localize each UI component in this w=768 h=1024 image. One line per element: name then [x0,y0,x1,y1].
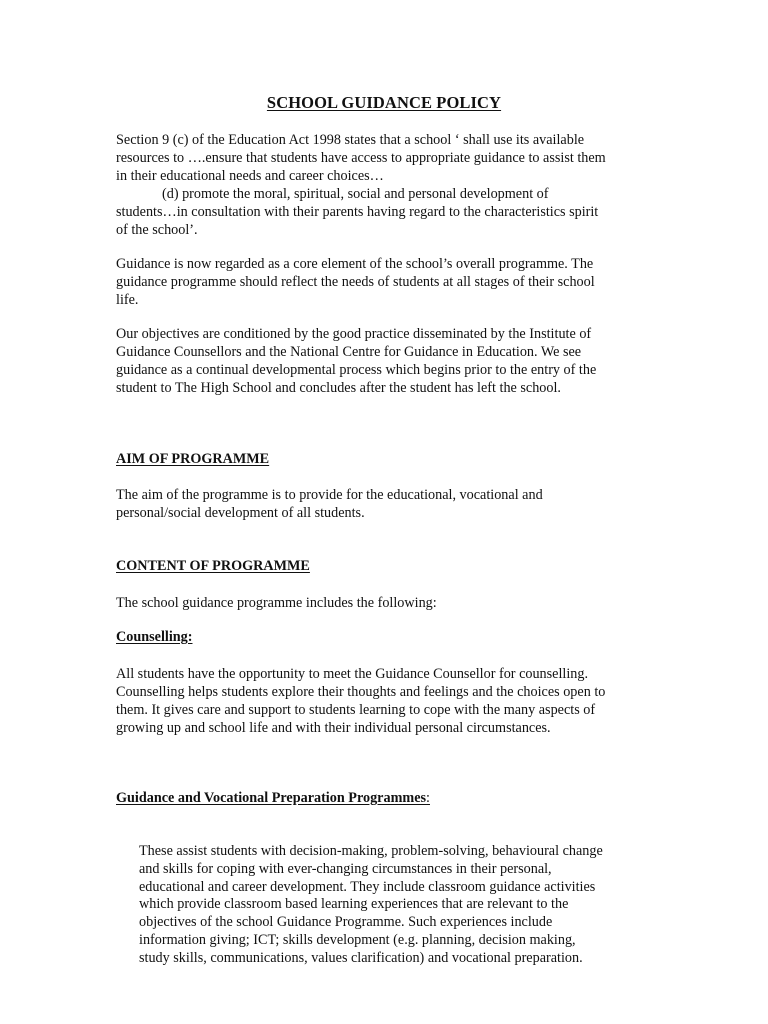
page-title: SCHOOL GUIDANCE POLICY [266,93,502,112]
text-line: objectives of the school Guidance Programme. Such experiences include [139,914,553,931]
vocational-paragraph [139,843,659,968]
counselling-paragraph [116,665,656,737]
text-line: of the school’. [116,222,198,238]
text-line: All students have the opportunity to meet the Guidance Counsellor for counselling. [116,666,589,682]
text-line: Section 9 (c) of the Education Act 1998 states that a school ‘ shall use its available [116,132,585,148]
text-line: them. It gives care and support to students learning to cope with the many aspects of [116,702,596,718]
text-line: Guidance Counsellors and the National Centre for Guidance in Education. We see [116,344,582,360]
aim-heading: AIM OF PROGRAMME [116,451,270,467]
text-line: (d) promote the moral, spiritual, social and personal development of [162,186,549,202]
text-line: guidance as a continual developmental process which begins prior to the entry of the [116,362,597,378]
text-line: Guidance is now regarded as a core element of the school’s overall programme. The [116,256,594,272]
content-heading: CONTENT OF PROGRAMME [116,558,310,574]
text-line: study skills, communications, values clarification) and vocational preparation. [139,949,583,966]
content-intro [116,594,656,612]
objectives-paragraph [116,325,656,397]
text-line: students…in consultation with their parents having regard to the characteristics spirit [116,204,599,220]
text-line: Counselling helps students explore their thoughts and feelings and the choices open to [116,684,606,700]
text-line: Our objectives are conditioned by the good practice disseminated by the Institute of [116,326,592,342]
text-line: guidance programme should reflect the needs of students at all stages of their school [116,274,595,290]
aim-paragraph [116,486,656,522]
text-line: growing up and school life and with their individual personal circumstances. [116,720,551,736]
text-line: These assist students with decision-making, problem-solving, behavioural change [139,843,603,859]
vocational-heading [116,790,430,807]
vocational-heading-colon: : [426,790,430,806]
intro-paragraph [116,131,656,239]
vocational-heading-text: Guidance and Vocational Preparation Programmes [116,790,427,806]
text-line: and skills for coping with ever-changing circumstances in their personal, [139,860,552,877]
text-line: The school guidance programme includes the following: [116,595,437,611]
text-line: information giving; ICT; skills development (e.g. planning, decision making, [139,931,576,948]
text-line: The aim of the programme is to provide for the educational, vocational and [116,487,543,503]
text-line: resources to ….ensure that students have access to appropriate guidance to assist them [116,150,606,166]
text-line: which provide classroom based learning experiences that are relevant to the [139,896,569,913]
text-line: educational and career development. They include classroom guidance activities [139,878,596,895]
core-element-paragraph [116,255,656,309]
counselling-heading: Counselling: [116,629,193,645]
text-line: personal/social development of all students. [116,505,365,521]
text-line: student to The High School and concludes after the student has left the school. [116,380,561,396]
text-line: in their educational needs and career choices… [116,168,384,184]
text-line: life. [116,292,139,308]
